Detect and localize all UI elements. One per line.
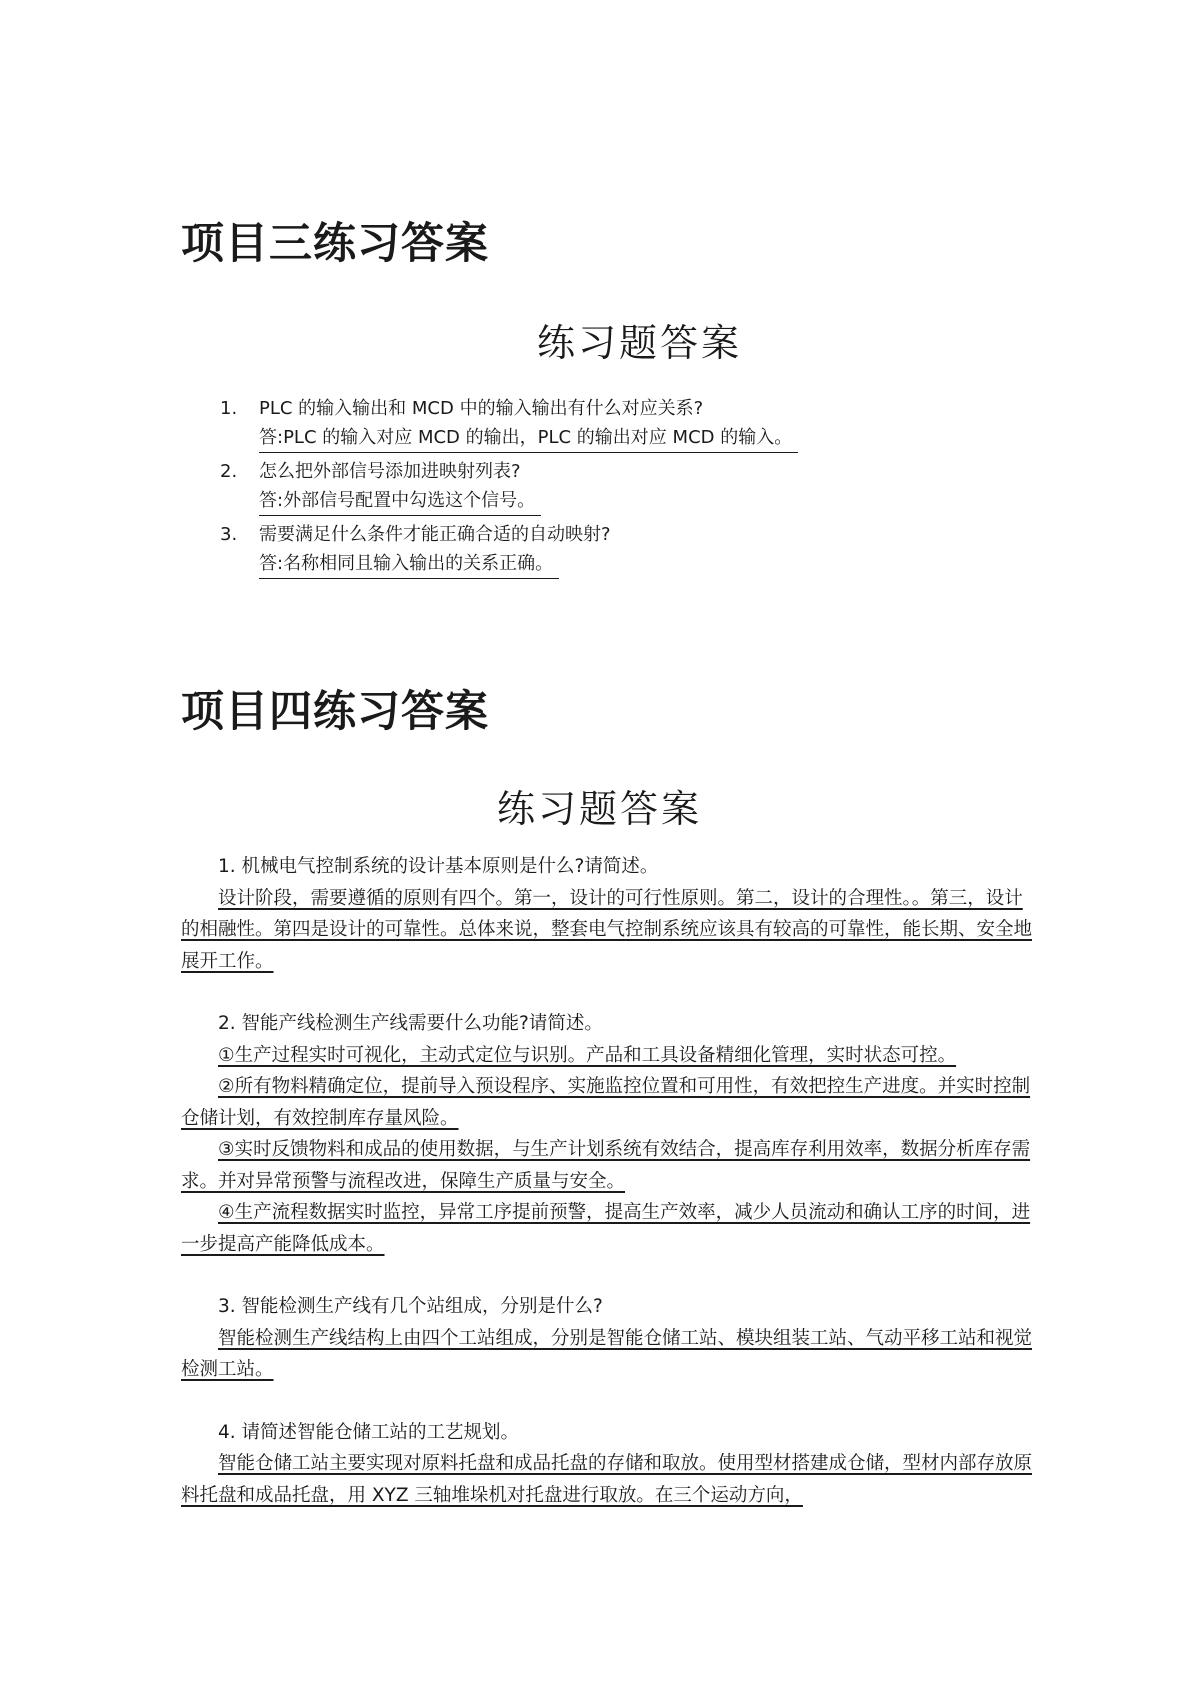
- question-number: 1.: [220, 398, 238, 419]
- question-text: PLC 的输入输出和 MCD 中的输入输出有什么对应关系?: [259, 398, 704, 419]
- answer-paragraph: 设计阶段，需要遵循的原则有四个。第一，设计的可行性原则。第二，设计的合理性。。第三，设计的相融性。第四是设计的可靠性。总体来说，整套电气控制系统应该具有较高的可靠性，能长期、安全地展开工作。: [181, 887, 1033, 972]
- answer-paragraph: ②所有物料精确定位，提前导入预设程序、实施监控位置和可用性，有效把控生产进度。并实时控制仓储计划，有效控制库存量风险。: [181, 1076, 1031, 1129]
- answer-paragraph: ①生产过程实时可视化，主动式定位与识别。产品和工具设备精细化管理，实时状态可控。: [218, 1044, 957, 1066]
- section-4-body: [181, 851, 1041, 1511]
- question-number: 3.: [220, 524, 238, 545]
- qa-item: [220, 456, 940, 519]
- answer-paragraph: 智能仓储工站主要实现对原料托盘和成品托盘的存储和取放。使用型材搭建成仓储，型材内部存放原料托盘和成品托盘，用 XYZ 三轴堆垛机对托盘进行取放。在三个运动方向，: [181, 1453, 1033, 1506]
- question-text: 1. 机械电气控制系统的设计基本原则是什么?请简述。: [218, 856, 659, 877]
- qa-item: [220, 393, 940, 456]
- answer-text: 答:外部信号配置中勾选这个信号。: [259, 487, 541, 516]
- answer-paragraph: ④生产流程数据实时监控，异常工序提前预警，提高生产效率，减少人员流动和确认工序的时间，进一步提高产能降低成本。: [181, 1202, 1031, 1255]
- qa-item: [220, 519, 940, 582]
- answer-paragraph: 智能检测生产线结构上由四个工站组成，分别是智能仓储工站、模块组装工站、气动平移工站和视觉检测工站。: [181, 1327, 1033, 1380]
- answer-text: 答:PLC 的输入对应 MCD 的输出，PLC 的输出对应 MCD 的输入。: [259, 424, 798, 453]
- answer-paragraph: ③实时反馈物料和成品的使用数据，与生产计划系统有效结合，提高库存利用效率，数据分析库存需求。并对异常预警与流程改进，保障生产质量与安全。: [181, 1139, 1031, 1192]
- question-number: 2.: [220, 461, 238, 482]
- section-3-qa-list: [220, 393, 940, 582]
- section-4-subheading: 练习题答案: [497, 787, 703, 831]
- section-3-heading: 项目三练习答案: [181, 219, 489, 269]
- question-text: 3. 智能检测生产线有几个站组成，分别是什么?: [218, 1296, 603, 1317]
- answer-text: 答:名称相同且输入输出的关系正确。: [259, 550, 559, 579]
- question-text: 4. 请简述智能仓储工站的工艺规划。: [218, 1421, 520, 1443]
- question-text: 怎么把外部信号添加进映射列表?: [259, 461, 521, 482]
- question-text: 需要满足什么条件才能正确合适的自动映射?: [259, 524, 611, 545]
- section-3-subheading: 练习题答案: [537, 321, 743, 365]
- question-text: 2. 智能产线检测生产线需要什么功能?请简述。: [218, 1013, 603, 1034]
- section-4-heading: 项目四练习答案: [181, 687, 489, 737]
